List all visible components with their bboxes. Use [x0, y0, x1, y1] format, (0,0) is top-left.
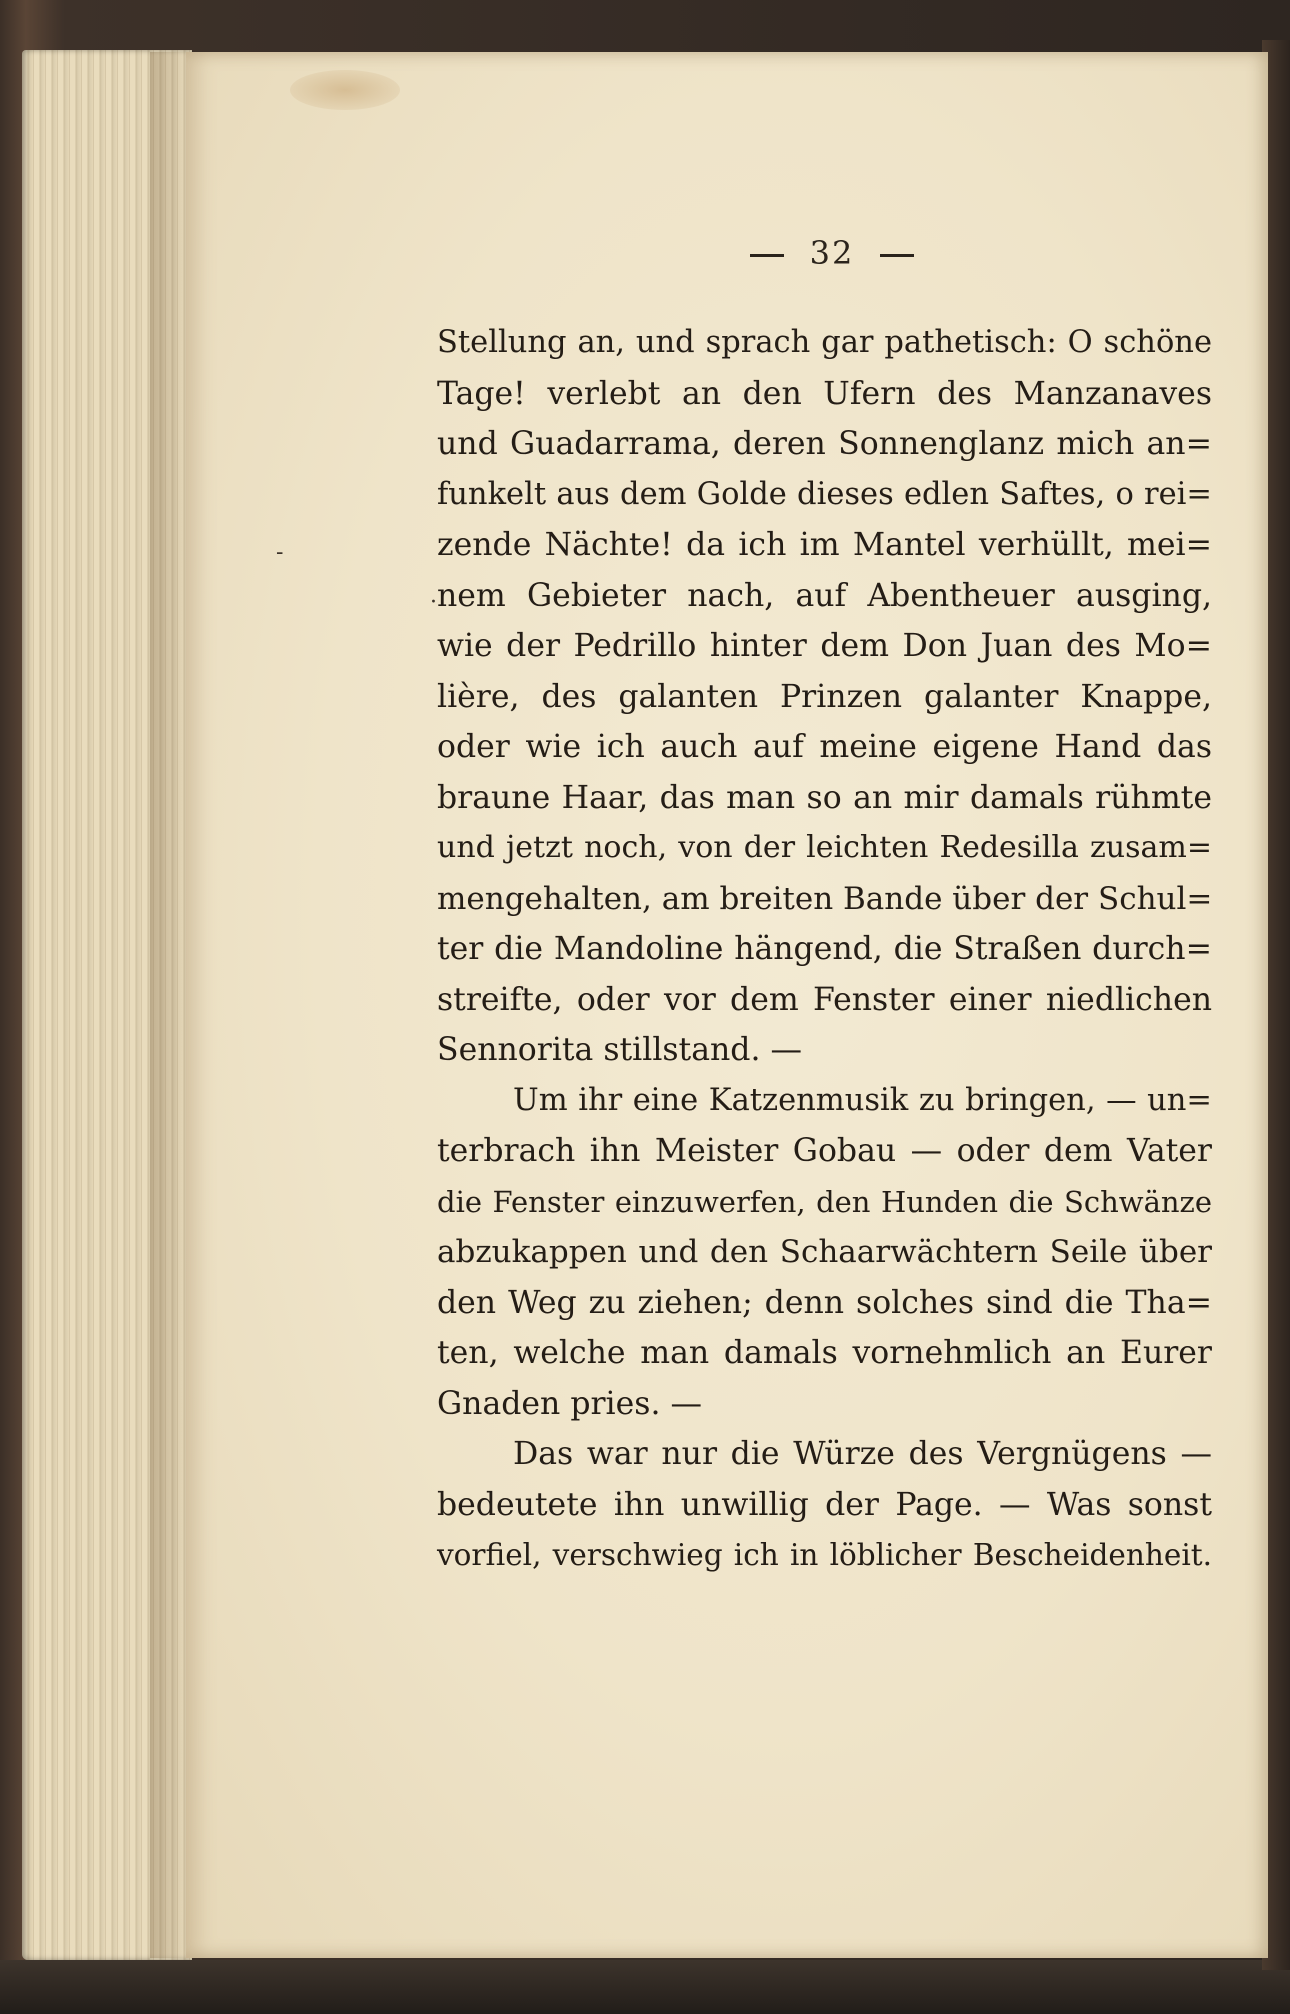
text-line: nem Gebieter nach, auf Abentheuer ausging, — [437, 577, 1212, 614]
page-number: 32 — [809, 234, 855, 272]
text-line: Um ihr eine Katzenmusik zu bringen, — un= — [513, 1082, 1212, 1118]
text-line: vorfiel, verschwieg ich in löblicher Bescheidenheit. — [437, 1538, 1212, 1572]
left-dash — [750, 254, 784, 257]
text-line: oder wie ich auch auf meine eigene Hand das — [437, 729, 1212, 765]
text-line: braune Haar, das man so an mir damals rühmte — [437, 779, 1212, 816]
page-gutter-shadow — [150, 52, 190, 1958]
page-body-text — [437, 318, 1212, 1581]
text-line: lière, des galanten Prinzen galanter Knappe, — [437, 678, 1212, 715]
right-dash — [880, 254, 914, 257]
page-number-header — [682, 234, 982, 272]
paper-stain — [290, 70, 400, 110]
text-line: Tage! verlebt an den Ufern des Manzanaves — [437, 375, 1212, 412]
text-line: und Guadarrama, deren Sonnenglanz mich an= — [437, 426, 1212, 462]
text-line: und jetzt noch, von der leichten Redesilla zusam= — [437, 830, 1212, 865]
text-line: zende Nächte! da ich im Mantel verhüllt, mei= — [437, 527, 1212, 563]
text-line: ten, welche man damals vornehmlich an Eurer — [437, 1335, 1212, 1371]
text-line: Das war nur die Würze des Vergnügens — — [513, 1436, 1212, 1472]
text-line: mengehalten, am breiten Bande über der Schul= — [437, 880, 1213, 917]
margin-mark: - — [276, 540, 284, 565]
text-line: Sennorita stillstand. — — [437, 1032, 802, 1068]
text-line: bedeutete ihn unwillig der Page. — Was sonst — [437, 1486, 1212, 1523]
margin-mark: · — [430, 590, 437, 615]
text-line: Gnaden pries. — — [437, 1385, 702, 1422]
text-line: terbrach ihn Meister Gobau — oder dem Vater — [437, 1133, 1212, 1169]
text-line: die Fenster einzuwerfen, den Hunden die Schwänze — [437, 1184, 1212, 1219]
cover-bottom-edge — [0, 1960, 1290, 2014]
text-line: funkelt aus dem Golde dieses edlen Saftes, o rei= — [437, 476, 1212, 512]
text-line: ter die Mandoline hängend, die Straßen durch= — [437, 931, 1212, 967]
text-line: Stellung an, und sprach gar pathetisch: O schöne — [437, 325, 1212, 360]
text-line: den Weg zu ziehen; denn solches sind die Tha= — [437, 1284, 1212, 1321]
text-line: streifte, oder vor dem Fenster einer niedlichen — [437, 981, 1212, 1018]
text-line: abzukappen und den Schaarwächtern Seile über — [437, 1234, 1212, 1270]
text-line: wie der Pedrillo hinter dem Don Juan des Mo= — [437, 628, 1212, 664]
